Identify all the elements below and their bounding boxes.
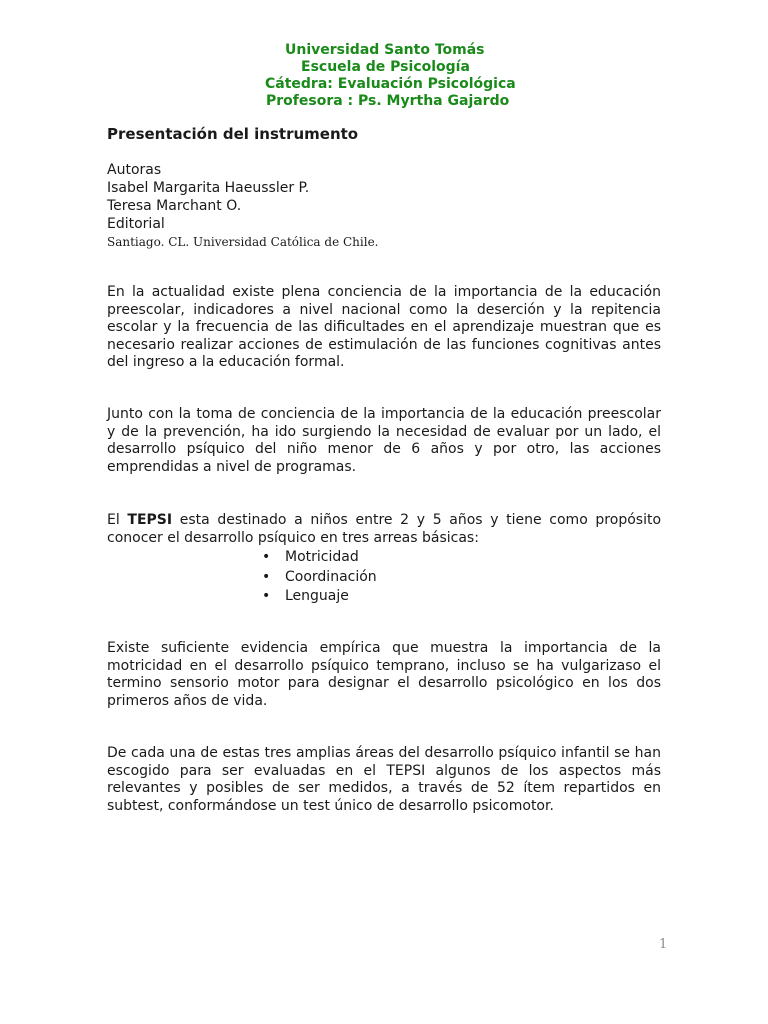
bullet-icon: • bbox=[262, 549, 271, 565]
professor-name: Profesora : Ps. Myrtha Gajardo bbox=[266, 93, 510, 109]
course-chair: Cátedra: Evaluación Psicológica bbox=[265, 76, 516, 92]
page-number: 1 bbox=[659, 937, 668, 952]
bullet-icon: • bbox=[262, 568, 271, 585]
paragraph-5: De cada una de estas tres amplias áreas del desarrollo psíquico infantil se han escogido para ser evaluadas en el TEPSI algunos de los aspectos más relevantes y posibles de ser medidos, a través de 52 ítem repartidos en subtest, conformándose un test único de desarrollo psicomotor. bbox=[107, 745, 661, 814]
list-item-label: Motricidad bbox=[285, 549, 359, 565]
bullet-icon: • bbox=[262, 588, 271, 604]
paragraph-1: En la actualidad existe plena conciencia de la importancia de la educación preescolar, indicadores a nivel nacional como la deserción y la repitencia escolar y la frecuencia de las dificultades en el aprendizaje muestran que es necesario realizar acciones de estimulación de las funciones cognitivas antes del ingreso a la educación formal. bbox=[107, 284, 661, 371]
school-name: Escuela de Psicología bbox=[301, 59, 470, 75]
paragraph-3 bbox=[107, 512, 661, 547]
list-item bbox=[258, 587, 377, 607]
areas-bullet-list bbox=[258, 548, 377, 607]
list-item-label: Coordinación bbox=[285, 568, 377, 585]
paragraph-3-lead: El bbox=[107, 512, 128, 528]
list-item-label: Lenguaje bbox=[285, 588, 349, 604]
paragraph-3-rest: esta destinado a niños entre 2 y 5 años y tiene como propósito conocer el desarrollo psíquico en tres arreas básicas: bbox=[107, 512, 662, 546]
list-item bbox=[258, 548, 377, 568]
authors-label: Autoras bbox=[107, 162, 162, 178]
paragraph-2: Junto con la toma de conciencia de la importancia de la educación preescolar y de la prevención, ha ido surgiendo la necesidad de evaluar por un lado, el desarrollo psíquico del niño menor de 6 años y por otro, las acciones emprendidas a nivel de programas. bbox=[107, 406, 661, 475]
paragraph-4: Existe suficiente evidencia empírica que muestra la importancia de la motricidad en el desarrollo psíquico temprano, incluso se ha vulgarizaso el termino sensorio motor para designar el desarrollo psicológico en los dos primeros años de vida. bbox=[107, 640, 661, 709]
author-2: Teresa Marchant O. bbox=[107, 198, 242, 214]
publisher: Santiago. CL. Universidad Católica de Chile. bbox=[107, 235, 379, 249]
section-title: Presentación del instrumento bbox=[107, 125, 359, 143]
authors-block bbox=[107, 161, 379, 251]
publisher-label: Editorial bbox=[107, 216, 165, 232]
tepsi-bold: TEPSI bbox=[127, 512, 173, 528]
university-name: Universidad Santo Tomás bbox=[285, 42, 485, 58]
author-1: Isabel Margarita Haeussler P. bbox=[107, 180, 310, 196]
list-item bbox=[258, 568, 377, 588]
